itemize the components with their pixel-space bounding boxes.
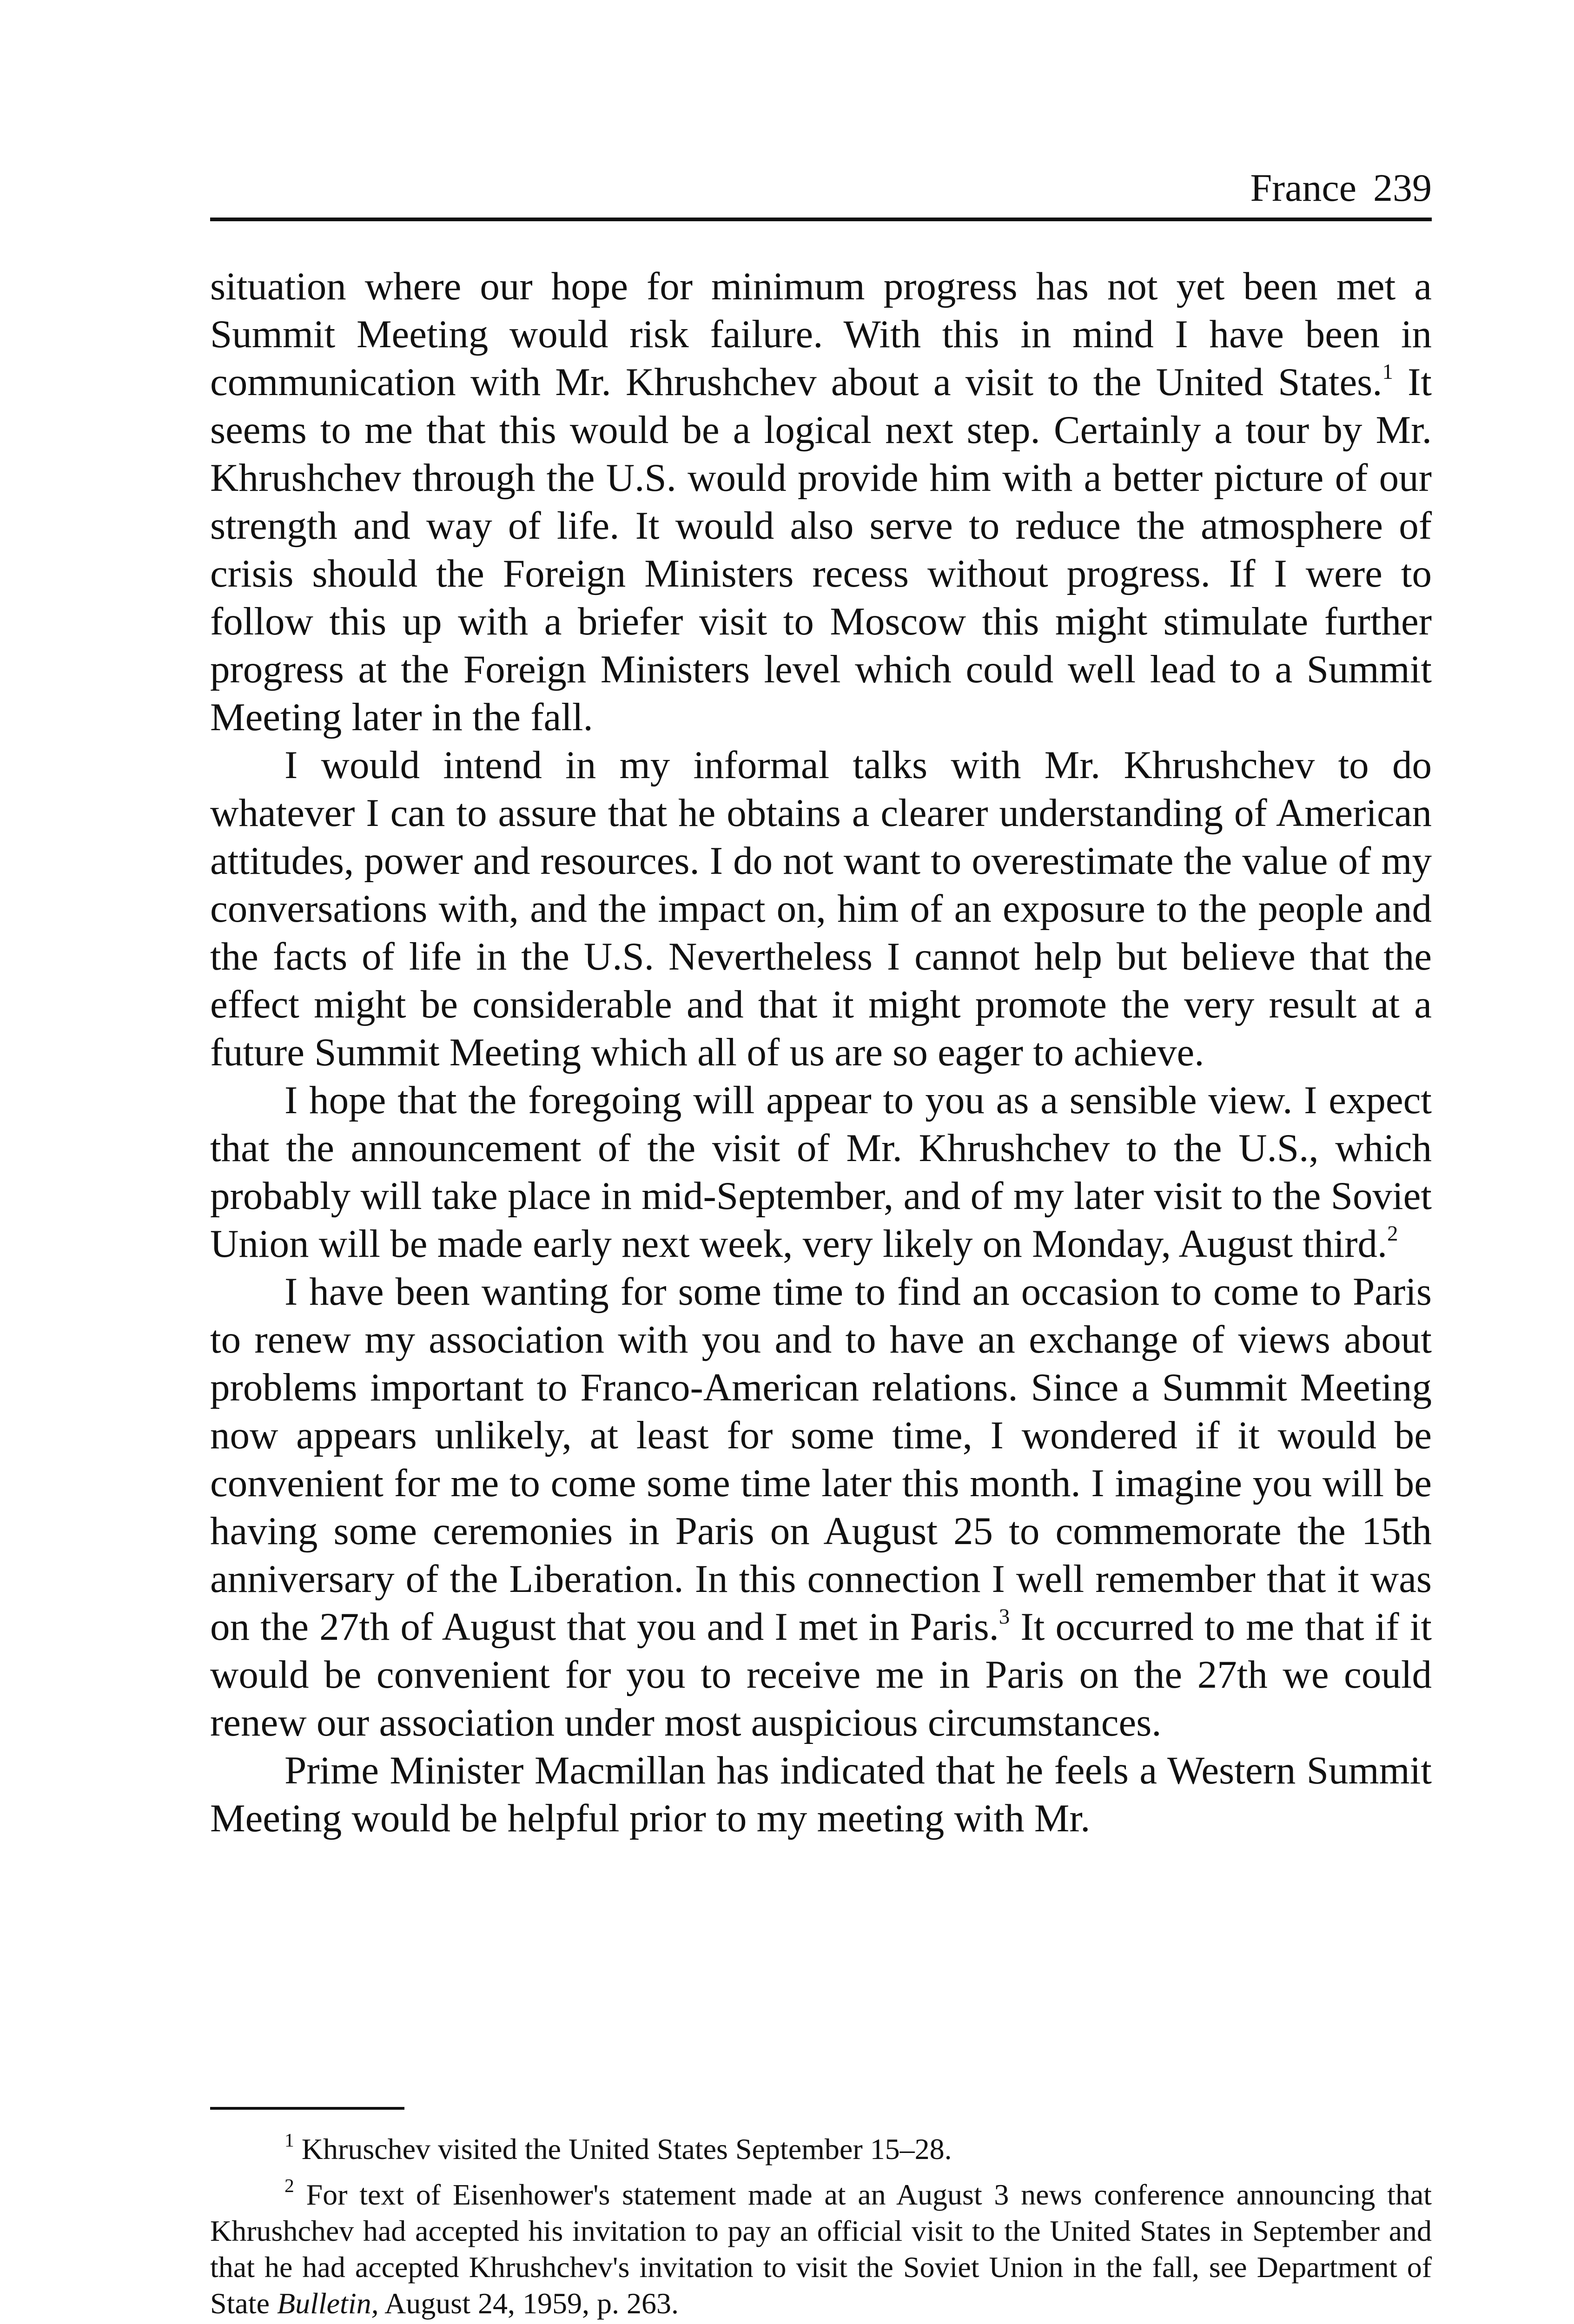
footnote-1 <box>210 2131 1432 2167</box>
body-text <box>210 263 1432 1842</box>
paragraph-2 <box>210 741 1432 1076</box>
paragraph-1 <box>210 263 1432 741</box>
footnote-2-text-b: August 24, 1959, p. 263. <box>378 2287 679 2320</box>
footnote-2-marker: 2 <box>284 2174 294 2196</box>
footnote-1-text: Khruschev visited the United States September 15–28. <box>301 2133 952 2166</box>
footnote-2-text-a: For text of Eisenhower's statement made at an August 3 news conference announcing that Khrushchev had accepted his invitation to pay an official visit to the United States in September and that he had accepted Khrushchev's invitation to visit the Soviet Union in the fall, see Department of State <box>210 2178 1432 2320</box>
footnote-ref-3: 3 <box>999 1604 1010 1629</box>
footnote-2-italic-title: Bulletin, <box>277 2287 379 2320</box>
paragraph-2-text: I would intend in my informal talks with Mr. Khrushchev to do whatever I can to assure that he obtains a clearer understanding of American attitudes, power and resources. I do not want to overestimate the value of my conversations with, and the impact on, him of an exposure to the people and the facts of life in the U.S. Nevertheless I cannot help but believe that the effect might be considerable and that it might promote the very result at a future Summit Meeting which all of us are so eager to achieve. <box>210 743 1432 1074</box>
footnote-1-marker: 1 <box>284 2129 294 2151</box>
footnotes <box>210 2131 1432 2324</box>
paragraph-3-text: I hope that the foregoing will appear to you as a sensible view. I expect that the announcement of the visit of Mr. Khrushchev to the U.S., which probably will take place in mid-September, and of my later visit to the Soviet Union will be made early next week, very likely on Monday, August third. <box>210 1078 1432 1266</box>
paragraph-4 <box>210 1268 1432 1747</box>
header-rule <box>210 218 1432 221</box>
paragraph-5-text: Prime Minister Macmillan has indicated that he feels a Western Summit Meeting would be helpful prior to my meeting with Mr. <box>210 1749 1432 1840</box>
running-title: France <box>1250 166 1356 210</box>
paragraph-1-text-b: It seems to me that this would be a logical next step. Certainly a tour by Mr. Khrushchev through the U.S. would provide him with a better picture of our strength and way of life. It would also serve to reduce the atmosphere of crisis should the Foreign Ministers recess without progress. If I were to follow this up with a briefer visit to Moscow this might stimulate further progress at the Foreign Ministers level which could well lead to a Summit Meeting later in the fall. <box>210 360 1432 739</box>
footnote-ref-2: 2 <box>1387 1221 1398 1246</box>
paragraph-4-text-a: I have been wanting for some time to find an occasion to come to Paris to renew my association with you and to have an exchange of views about problems important to Franco-American relations. Since a Summit Meeting now appears unlikely, at least for some time, I wondered if it would be convenient for me to come some time later this month. I imagine you will be having some ceremonies in Paris on August 25 to commemorate the 15th anniversary of the Liberation. In this connection I well remember that it was on the 27th of August that you and I met in Paris. <box>210 1270 1432 1649</box>
paragraph-3 <box>210 1076 1432 1268</box>
paragraph-5 <box>210 1747 1432 1842</box>
footnote-ref-1: 1 <box>1382 359 1393 384</box>
running-header <box>210 163 1432 214</box>
footnote-rule <box>210 2107 404 2110</box>
page-number: 239 <box>1373 166 1432 210</box>
footnote-2 <box>210 2174 1432 2322</box>
paragraph-4-text-b: It occurred to me that if it would be convenient for you to receive me in Paris on the 27th we could renew our association under most auspicious circumstances. <box>210 1605 1432 1744</box>
paragraph-1-text-a: situation where our hope for minimum progress has not yet been met a Summit Meeting would risk failure. With this in mind I have been in communication with Mr. Khrushchev about a visit to the United States. <box>210 264 1432 404</box>
